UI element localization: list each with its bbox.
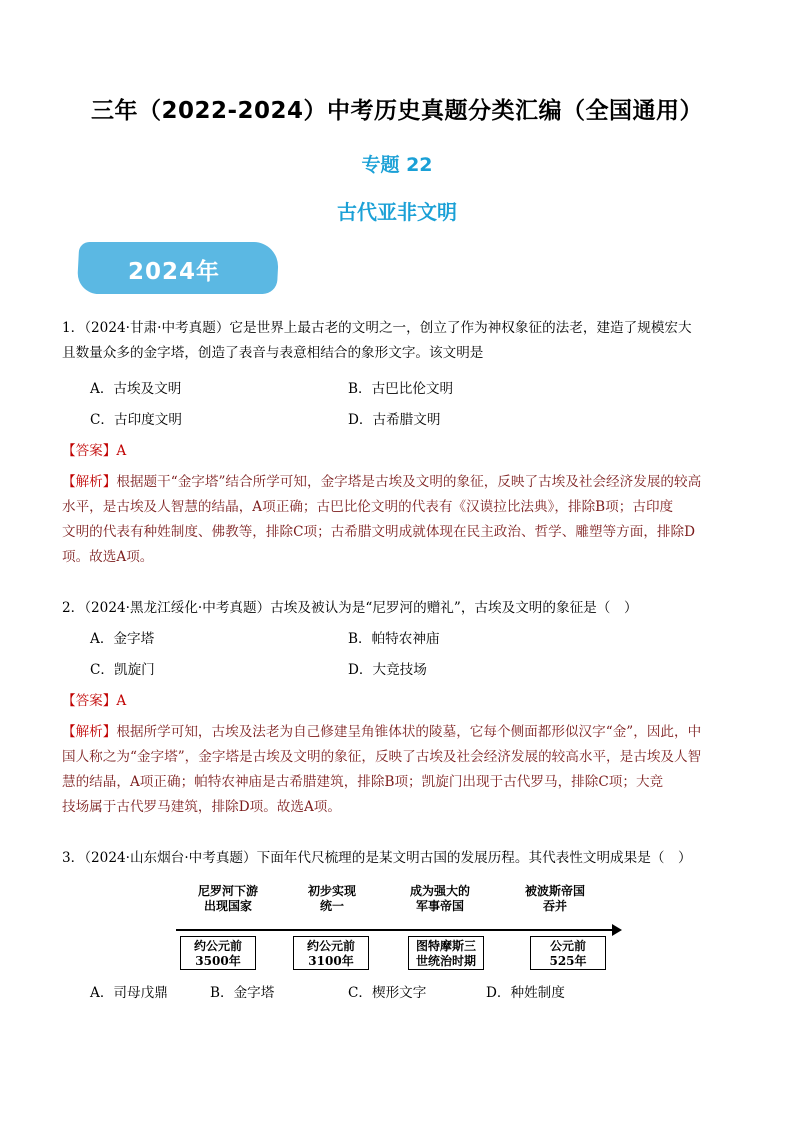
timeline-date-text: 图特摩斯三 (415, 939, 476, 953)
timeline-date-text: 公元前 (549, 939, 586, 953)
topic-subject: 古代亚非文明 (337, 200, 457, 224)
timeline-event-text: 被波斯帝国 (524, 884, 585, 898)
question-1-stem (62, 316, 738, 366)
timeline-date-text: 约公元前 (306, 939, 355, 953)
answer-label: 【答案】 (62, 443, 117, 459)
question-3-option-d: D．种姓制度 (486, 985, 565, 1001)
timeline-date-box (408, 936, 484, 970)
timeline-event-text: 军事帝国 (415, 899, 464, 913)
timeline-date-text: 3500年 (195, 954, 241, 968)
analysis-text: 项。故选A项。 (62, 549, 154, 565)
analysis-label: 【解析】 (62, 474, 117, 490)
question-3-option-a: A．司母戊鼎 (90, 985, 168, 1001)
question-1-analysis (62, 470, 738, 570)
answer-label: 【答案】 (62, 693, 117, 709)
analysis-text: 国人称之为“金字塔”，金字塔是古埃及文明的象征，反映了古埃及社会经济发展的较高水平，是古埃及人智 (62, 749, 702, 765)
question-3-option-b: B．金字塔 (210, 985, 275, 1001)
analysis-text: 根据所学可知，古埃及法老为自己修建呈角锥体状的陵墓，它每个侧面都形似汉字“金”，因此，中 (116, 724, 702, 740)
timeline-event-text: 初步实现 (307, 884, 356, 898)
question-2-option-b: B．帕特农神庙 (348, 631, 440, 647)
question-3-stem: 3．（2024·山东烟台·中考真题）下面年代尺梳理的是某文明古国的发展历程。其代表性文明成果是（ ） (62, 850, 692, 866)
timeline-arrow-icon (612, 924, 622, 936)
question-3-option-c: C．楔形文字 (348, 985, 427, 1001)
answer-value: A (116, 693, 127, 709)
timeline-event-text: 出现国家 (203, 899, 252, 913)
timeline-event-text: 尼罗河下游 (197, 884, 258, 898)
question-2-option-a: A．金字塔 (90, 631, 155, 647)
answer-value: A (116, 443, 127, 459)
question-1-option-b: B．古巴比伦文明 (348, 381, 454, 397)
topic-number: 专题 22 (361, 154, 433, 176)
question-2-answer (62, 689, 738, 714)
document-title: 三年（2022-2024）中考历史真题分类汇编（全国通用） (90, 98, 704, 124)
question-1-option-c: C．古印度文明 (90, 412, 182, 428)
question-1-stem-line: 且数量众多的金字塔，创造了表音与表意相结合的象形文字。该文明是 (62, 345, 484, 361)
question-2-stem: 2．（2024·黑龙江绥化·中考真题）古埃及被认为是“尼罗河的赠礼”，古埃及文明的象征是（ ） (62, 600, 638, 616)
analysis-label: 【解析】 (62, 724, 117, 740)
timeline-event (292, 884, 372, 914)
analysis-text: 技场属于古代罗马建筑，排除D项。故选A项。 (62, 799, 341, 815)
analysis-text: 慧的结晶，A项正确；帕特农神庙是古希腊建筑，排除B项；凯旋门出现于古代罗马，排除C项；大竞 (62, 774, 664, 790)
timeline-date-text: 3100年 (308, 954, 354, 968)
question-1-stem-line: 1．（2024·甘肃·中考真题）它是世界上最古老的文明之一，创立了作为神权象征的法老，建造了规模宏大 (62, 320, 692, 336)
timeline-date-box (180, 936, 256, 970)
timeline-event-text: 统一 (319, 899, 344, 913)
timeline-event-text: 吞并 (542, 899, 567, 913)
question-1-option-a: A．古埃及文明 (90, 381, 182, 397)
timeline-event (514, 884, 596, 914)
analysis-text: 水平，是古埃及人智慧的结晶，A项正确；古巴比伦文明的代表有《汉谟拉比法典》，排除B项；古印度 (62, 499, 674, 515)
question-1-answer (62, 439, 738, 464)
question-1-option-d: D．古希腊文明 (348, 412, 441, 428)
question-2-option-c: C．凯旋门 (90, 662, 155, 678)
question-2-analysis (62, 720, 738, 820)
analysis-text: 文明的代表有种姓制度、佛教等，排除C项；古希腊文明成就体现在民主政治、哲学、雕塑等方面，排除D (62, 524, 696, 540)
analysis-text: 根据题干“金字塔”结合所学可知，金字塔是古埃及文明的象征，反映了古埃及社会经济发展的较高 (116, 474, 702, 490)
timeline-date-box (293, 936, 369, 970)
timeline-event (395, 884, 485, 914)
year-badge-label: 2024年 (128, 259, 221, 285)
timeline-date-text: 525年 (549, 954, 587, 968)
timeline-event-text: 成为强大的 (409, 884, 470, 898)
timeline-event (180, 884, 276, 914)
timeline-date-text: 世统治时期 (415, 954, 476, 968)
question-2-option-d: D．大竞技场 (348, 662, 427, 678)
timeline-date-text: 约公元前 (193, 939, 242, 953)
timeline-date-box (530, 936, 606, 970)
timeline-axis (176, 929, 616, 931)
